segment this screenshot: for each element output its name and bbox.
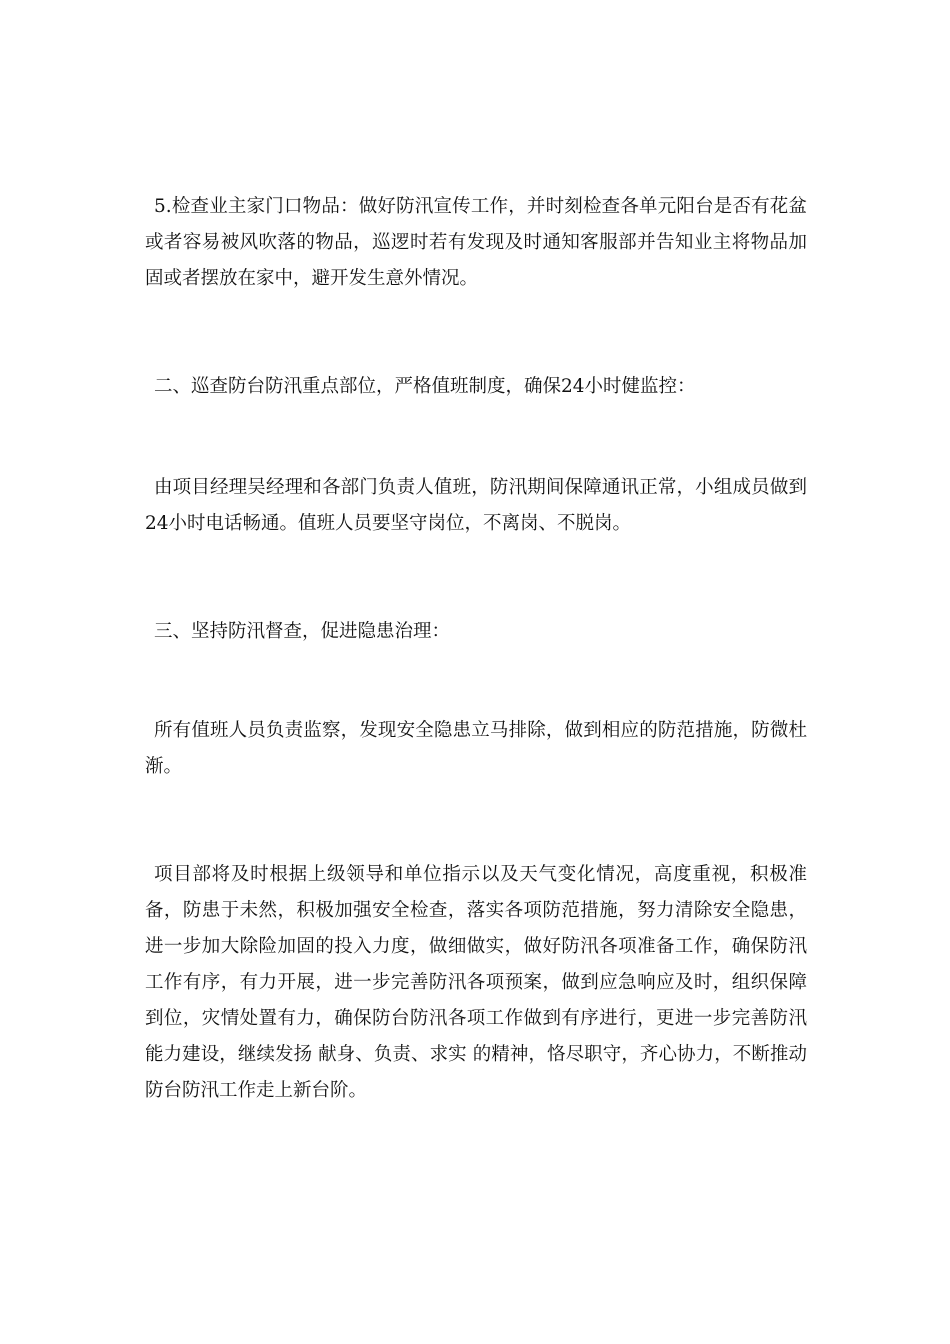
section-heading-2: 二、巡查防台防汛重点部位，严格值班制度，确保24小时健监控： [154,376,696,397]
section-heading-3: 三、坚持防汛督查，促进隐患治理： [154,621,451,642]
paragraph-inspection: 所有值班人员负责监察，发现安全隐患立马排除，做到相应的防范措施，防微杜渐。 [145,720,807,777]
paragraph-conclusion: 项目部将及时根据上级领导和单位指示以及天气变化情况，高度重视，积极准备，防患于未然，积极加强安全检查，落实各项防范措施，努力清除安全隐患，进一步加大除险加固的投入力度，做细做实，做好防汛各项准备工作，确保防汛工作有序，有力开展，进一步完善防汛各项预案，做到应急响应及时，组织保障到位，灾情处置有力，确保防台防汛各项工作做到有序进行，更进一步完善防汛能力建设，继续发扬 献身、负责、求实 的精神，恪尽职守，齐心协力，不断推动防台防汛工作走上新台阶。 [145,864,807,1101]
paragraph-item-5: 5.检查业主家门口物品：做好防汛宣传工作，并时刻检查各单元阳台是否有花盆或者容易被风吹落的物品，巡逻时若有发现及时通知客服部并告知业主将物品加固或者摆放在家中，避开发生意外情况。 [145,196,807,289]
paragraph-duty: 由项目经理吴经理和各部门负责人值班，防汛期间保障通讯正常，小组成员做到24小时电话畅通。值班人员要坚守岗位，不离岗、不脱岗。 [145,477,807,534]
